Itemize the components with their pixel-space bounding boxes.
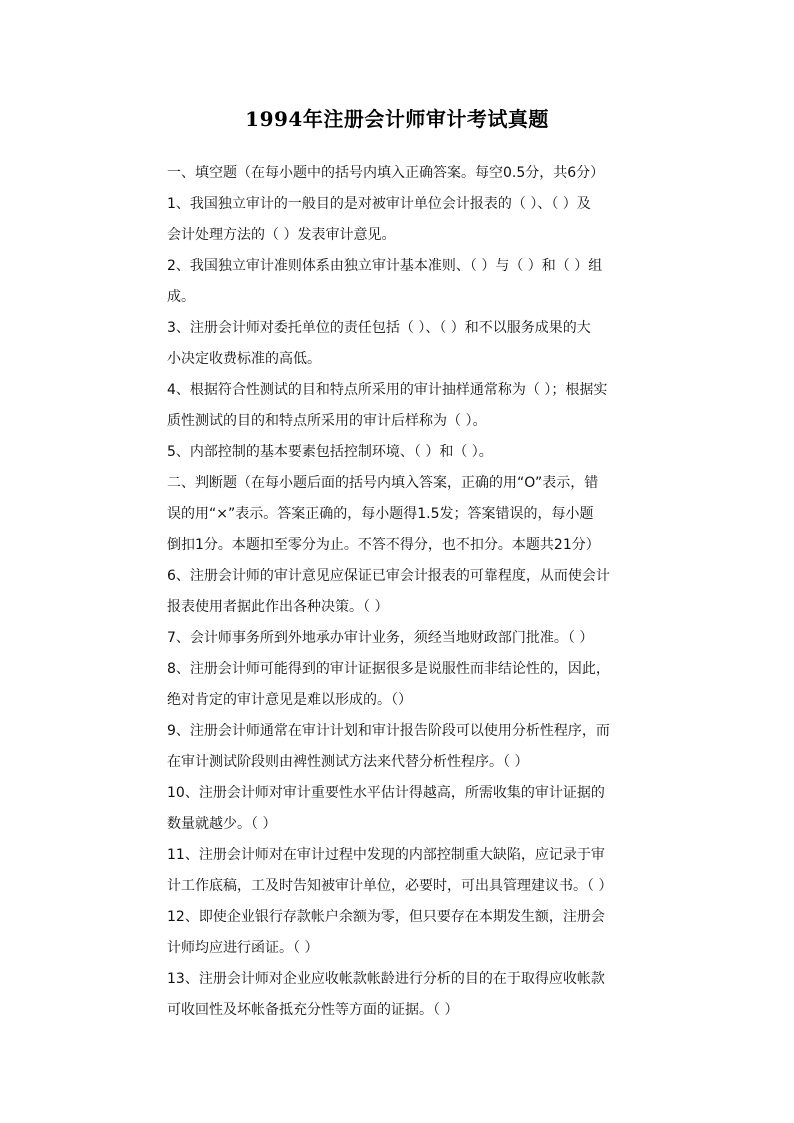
text-line: 误的用“×”表示。答案正确的，每小题得1.5发；答案错误的，每小题 (167, 506, 594, 522)
text-line: 报表使用者据此作出各种决策。（ ） (167, 599, 389, 615)
text-line: 倒扣1分。本题扣至零分为止。不答不得分，也不扣分。本题共21分） (167, 537, 600, 553)
text-line: 7、会计师事务所到外地承办审计业务，须经当地财政部门批准。（ ） (167, 630, 594, 646)
text-line: 二、判断题（在每小题后面的括号内填入答案，正确的用“O”表示，错 (167, 475, 599, 491)
text-line: 质性测试的目的和特点所采用的审计后样称为（ ）。 (167, 413, 487, 429)
text-line: 13、注册会计师对企业应收帐款帐龄进行分析的目的在于取得应收帐款 (167, 971, 605, 987)
text-line: 6、注册会计师的审计意见应保证已审会计报表的可靠程度，从而使会计 (167, 568, 610, 584)
text-line: 一、填空题（在每小题中的括号内填入正确答案。每空0.5分，共6分） (167, 165, 605, 181)
text-line: 3、注册会计师对委托单位的责任包括（ ）、（ ）和不以服务成果的大 (167, 320, 591, 336)
text-line: 12、即使企业银行存款帐户余额为零，但只要存在本期发生额，注册会 (167, 909, 605, 925)
text-line: 2、我国独立审计准则体系由独立审计基本准则、（ ）与（ ）和（ ）组 (167, 258, 603, 274)
text-line: 成。 (167, 289, 195, 305)
text-line: 4、根据符合性测试的目和特点所采用的审计抽样通常称为（ ）；根据实 (167, 382, 608, 398)
text-line: 计师均应进行函证。（ ） (167, 940, 319, 956)
document-title: 1994年注册会计师审计考试真题 (245, 107, 549, 131)
text-line: 计工作底稿，工及时告知被审计单位，必要时，可出具管理建议书。（ ） (167, 878, 613, 894)
text-line: 10、注册会计师对审计重要性水平估计得越高，所需收集的审计证据的 (167, 785, 605, 801)
text-line: 数量就越少。（ ） (167, 816, 277, 832)
text-line: 1、我国独立审计的一般目的是对被审计单位会计报表的（ ）、（ ）及 (167, 196, 591, 212)
text-line: 5、内部控制的基本要素包括控制环境、（ ）和（ ）。 (167, 444, 493, 460)
text-line: 可收回性及坏帐备抵充分性等方面的证据。（ ） (167, 1002, 459, 1018)
text-line: 8、注册会计师可能得到的审计证据很多是说服性而非结论性的，因此， (167, 661, 610, 677)
text-line: 绝对肯定的审计意见是难以形成的。（） (167, 692, 412, 708)
text-line: 在审计测试阶段则由裨性测试方法来代替分析性程序。（ ） (167, 754, 529, 770)
text-line: 9、注册会计师通常在审计计划和审计报告阶段可以使用分析性程序，而 (167, 723, 610, 739)
text-line: 11、注册会计师对在审计过程中发现的内部控制重大缺陷，应记录于审 (167, 847, 605, 863)
text-line: 小决定收费标准的高低。 (167, 351, 321, 367)
text-line: 会计处理方法的（ ）发表审计意见。 (167, 227, 396, 243)
